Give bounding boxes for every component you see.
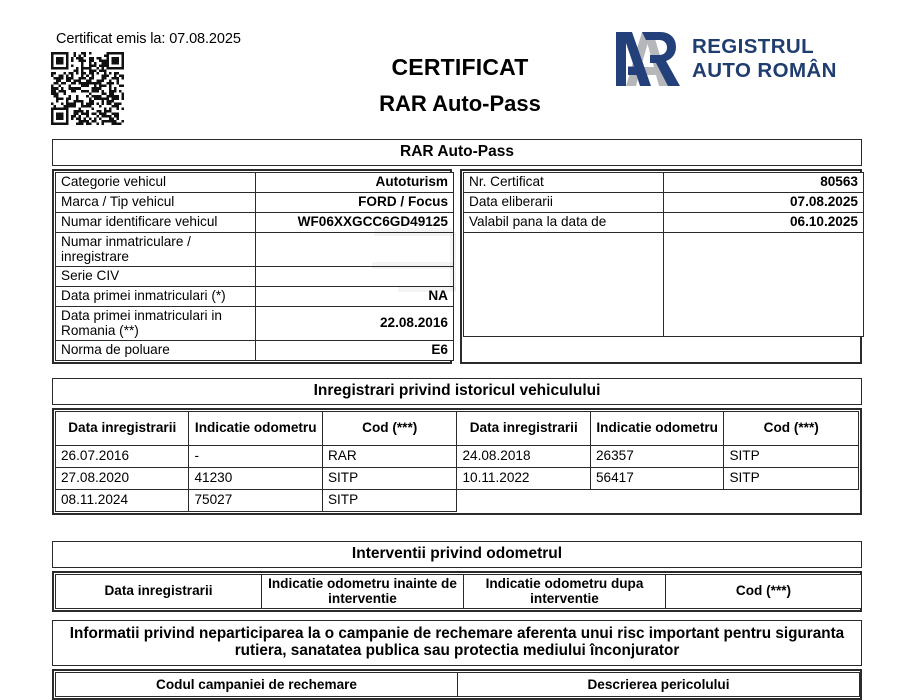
field-value: 22.08.2016 — [256, 306, 454, 340]
autopass-section — [52, 139, 862, 364]
column-header: Cod (***) — [666, 574, 862, 608]
empty-cell — [724, 489, 859, 511]
cell-code: SITP — [724, 445, 859, 467]
cell-odo: 26357 — [590, 445, 723, 467]
field-label: Data primei inmatriculari (*) — [56, 286, 256, 306]
cell-code: RAR — [322, 445, 457, 467]
empty-cell — [590, 489, 723, 511]
column-header: Indicatie odometru inainte de interventie — [262, 574, 464, 608]
cell-code: SITP — [322, 467, 457, 489]
column-header: Cod (***) — [322, 411, 457, 445]
table-row — [56, 192, 454, 212]
field-value: WF06XXGCC6GD49125 — [256, 212, 454, 232]
empty-cell — [464, 232, 664, 336]
qr-code — [51, 52, 124, 125]
field-value: E6 — [256, 340, 454, 360]
history-table — [52, 408, 862, 515]
field-value: Autoturism — [256, 172, 454, 192]
field-label: Marca / Tip vehicul — [56, 192, 256, 212]
table-header-row — [56, 672, 860, 696]
cell-odo: 41230 — [189, 467, 322, 489]
field-label: Data primei inmatriculari in Romania (**) — [56, 306, 256, 340]
title-block — [300, 55, 620, 116]
field-label: Valabil pana la data de — [464, 212, 664, 232]
field-value: FORD / Focus — [256, 192, 454, 212]
interventions-banner: Interventii privind odometrul — [52, 541, 862, 568]
table-row — [56, 340, 454, 360]
autopass-left-table — [52, 169, 452, 364]
table-row — [464, 192, 864, 212]
autopass-right-table — [460, 169, 862, 364]
empty-cell — [457, 489, 590, 511]
cell-code: SITP — [322, 489, 457, 511]
recall-section — [52, 620, 862, 700]
field-value: NA — [256, 286, 454, 306]
autopass-banner: RAR Auto-Pass — [52, 139, 862, 166]
cell-date: 26.07.2016 — [56, 445, 189, 467]
cell-date: 10.11.2022 — [457, 467, 590, 489]
field-label: Data eliberarii — [464, 192, 664, 212]
empty-cell — [664, 232, 864, 336]
field-label: Numar identificare vehicul — [56, 212, 256, 232]
table-row-empty — [464, 232, 864, 336]
cell-date: 24.08.2018 — [457, 445, 590, 467]
table-row — [56, 266, 454, 286]
cell-odo: 75027 — [189, 489, 322, 511]
cell-code: SITP — [724, 467, 859, 489]
column-header: Data inregistrarii — [56, 411, 189, 445]
table-row — [56, 306, 454, 340]
field-label: Nr. Certificat — [464, 172, 664, 192]
page-title: CERTIFICAT — [391, 54, 529, 80]
page-subtitle: RAR Auto-Pass — [379, 91, 541, 117]
logo-line-2: AUTO ROMÂN — [692, 59, 837, 83]
field-value — [256, 266, 454, 286]
field-value: 06.10.2025 — [664, 212, 864, 232]
column-header: Descrierea pericolului — [458, 672, 860, 696]
recall-table — [52, 669, 862, 700]
rar-logo-text — [692, 35, 837, 83]
issue-date-text: Certificat emis la: 07.08.2025 — [56, 31, 241, 47]
cell-odo: 56417 — [590, 467, 723, 489]
history-banner: Inregistrari privind istoricul vehiculului — [52, 378, 862, 405]
rar-logo-mark — [612, 28, 684, 90]
field-value: 07.08.2025 — [664, 192, 864, 212]
column-header: Data inregistrarii — [457, 411, 590, 445]
cell-date: 08.11.2024 — [56, 489, 189, 511]
field-value: 80563 — [664, 172, 864, 192]
column-header: Indicatie odometru dupa interventie — [464, 574, 666, 608]
field-label: Categorie vehicul — [56, 172, 256, 192]
table-row — [56, 286, 454, 306]
table-header-row — [56, 411, 859, 445]
recall-banner: Informatii privind neparticiparea la o campanie de rechemare aferenta unui risc important pentru siguranta rutiera, sanatatea publica sau protectia mediului înconjurator — [52, 620, 862, 666]
interventions-section — [52, 541, 862, 612]
table-row — [464, 172, 864, 192]
table-row — [56, 467, 859, 489]
table-row — [56, 212, 454, 232]
column-header: Data inregistrarii — [56, 574, 262, 608]
column-header: Cod (***) — [724, 411, 859, 445]
table-row — [56, 489, 859, 511]
column-header: Indicatie odometru — [590, 411, 723, 445]
document-header — [0, 0, 912, 132]
field-label: Norma de poluare — [56, 340, 256, 360]
table-row — [56, 232, 454, 266]
interventions-table — [52, 571, 862, 612]
cell-odo: - — [189, 445, 322, 467]
table-row — [56, 445, 859, 467]
table-header-row — [56, 574, 862, 608]
column-header: Codul campaniei de rechemare — [56, 672, 458, 696]
rar-logo — [612, 28, 842, 90]
logo-line-1: REGISTRUL — [692, 35, 815, 58]
table-row — [464, 212, 864, 232]
field-value — [256, 232, 454, 266]
cell-date: 27.08.2020 — [56, 467, 189, 489]
field-label: Numar inmatriculare / inregistrare — [56, 232, 256, 266]
column-header: Indicatie odometru — [189, 411, 322, 445]
history-section — [52, 378, 862, 515]
table-row — [56, 172, 454, 192]
field-label: Serie CIV — [56, 266, 256, 286]
